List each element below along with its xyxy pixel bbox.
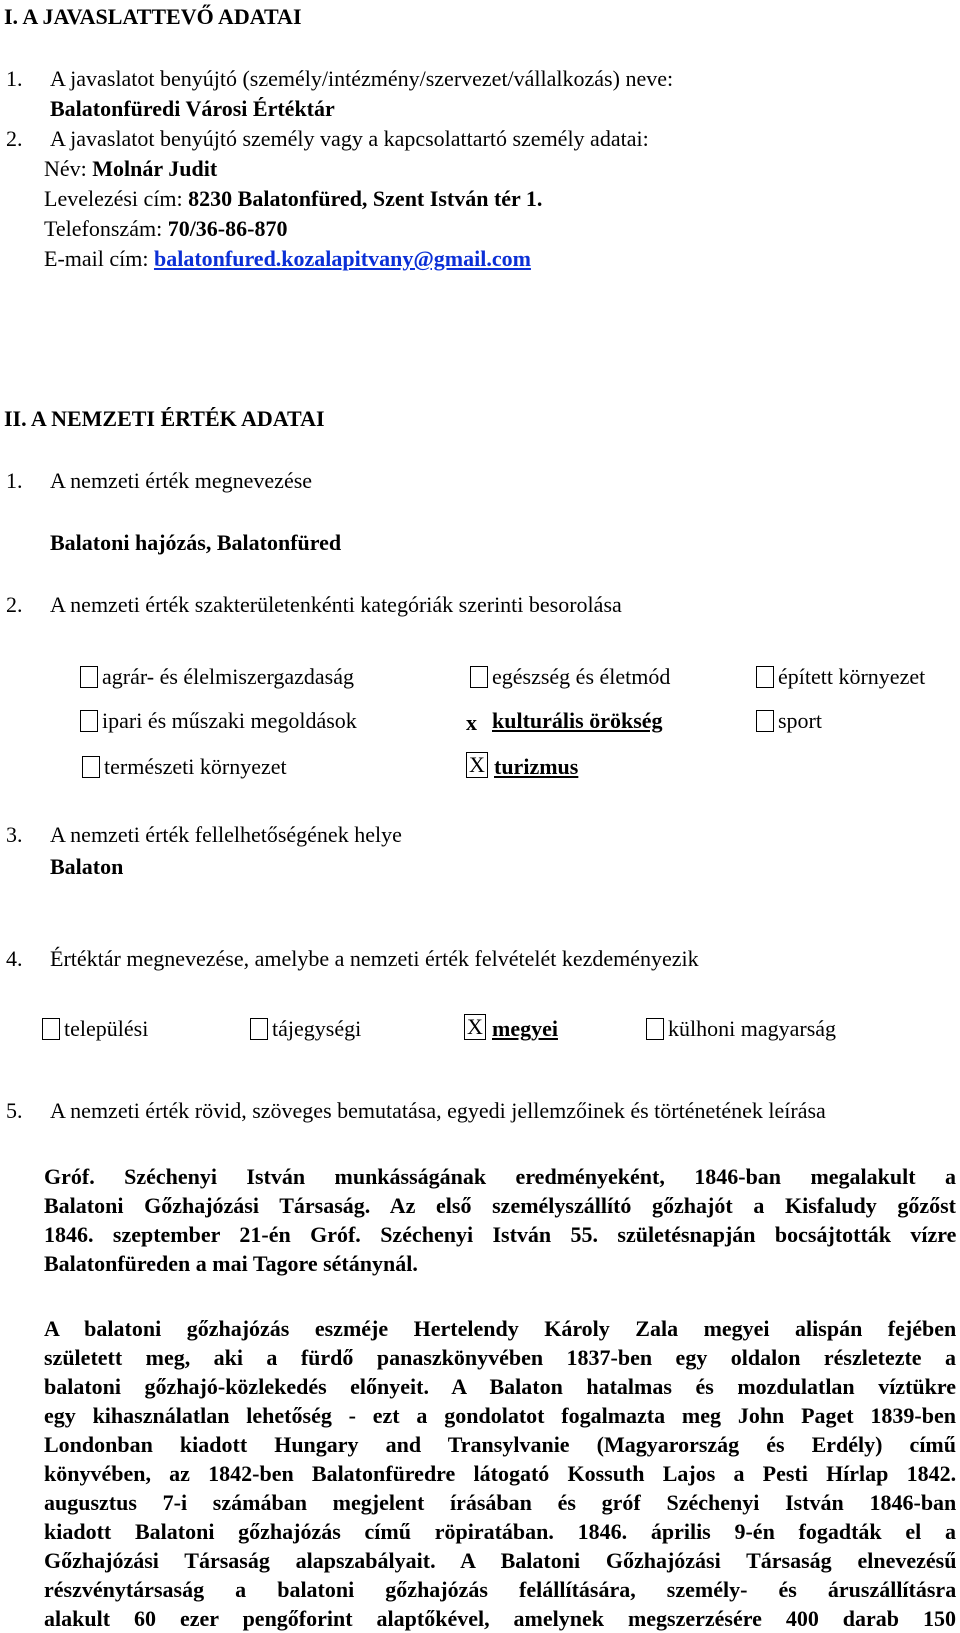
paragraph-2-line: könyvében, az 1842-ben Balatonfüredre látogató Kossuth Lajos a Pesti Hírlap 1842. bbox=[44, 1461, 956, 1486]
paragraph-1-line: Balatonfüreden a mai Tagore sétánynál. bbox=[44, 1251, 418, 1276]
paragraph-2-line: Gőzhajózási Társaság alapszabályait. A Balatoni Gőzhajózási Társaság elnevezésű bbox=[44, 1548, 956, 1573]
address-value: 8230 Balatonfüred, Szent István tér 1. bbox=[188, 186, 543, 211]
category-label-turizmus: turizmus bbox=[494, 754, 579, 779]
q3-answer: Balaton bbox=[50, 854, 124, 879]
paragraph-2-line: alakult 60 ezer pengőforint alaptőkével, amelynek megszerzésére 400 darab 150 bbox=[44, 1606, 956, 1631]
name-value: Molnár Judit bbox=[92, 156, 218, 181]
level-label-telepulesi: települési bbox=[64, 1016, 149, 1041]
category-label-sport: sport bbox=[778, 708, 822, 733]
paragraph-2-line: részvénytársaság a balatoni gőzhajózás felállítására, személy- és áruszállításra bbox=[44, 1577, 956, 1602]
q1-number: 1. bbox=[6, 468, 23, 493]
category-label-kulturalis: kulturális örökség bbox=[492, 708, 663, 733]
category-label-agrar: agrár- és élelmiszergazdaság bbox=[102, 664, 355, 689]
paragraph-2-line: balatoni gőzhajó-közlekedés előnyeit. A Balaton hatalmas és mozdulatlan víztükre bbox=[44, 1374, 956, 1399]
level-label-tajegysegi: tájegységi bbox=[272, 1016, 362, 1041]
checkbox-epitett[interactable] bbox=[756, 666, 774, 688]
q2-number: 2. bbox=[6, 592, 23, 617]
q3-number: 3. bbox=[6, 822, 23, 847]
q1-answer: Balatoni hajózás, Balatonfüred bbox=[50, 530, 342, 555]
paragraph-1-line: Gróf. Széchenyi István munkásságának eredményeként, 1846-ban megalakult a bbox=[44, 1164, 956, 1189]
paragraph-2-line: Londonban kiadott Hungary and Transylvanie (Magyarország és Erdély) című bbox=[44, 1432, 956, 1457]
item-1-question: A javaslatot benyújtó (személy/intézmény/szervezet/vállalkozás) neve: bbox=[50, 66, 674, 91]
description-paragraph-2 bbox=[44, 1314, 956, 1633]
email-link[interactable]: balatonfured.kozalapitvany@gmail.com bbox=[153, 246, 531, 271]
section-2-heading: II. A NEMZETI ÉRTÉK ADATAI bbox=[4, 406, 325, 431]
paragraph-2-line: egy kihasználatlan lehetőség - ezt a gondolatot fogalmazta meg John Paget 1839-ben bbox=[44, 1403, 956, 1428]
level-label-kulhoni: külhoni magyarság bbox=[668, 1016, 837, 1041]
level-label-megyei: megyei bbox=[492, 1016, 558, 1041]
q3-question: A nemzeti érték fellelhetőségének helye bbox=[50, 822, 402, 847]
item-1-answer: Balatonfüredi Városi Értéktár bbox=[50, 96, 335, 121]
category-label-termeszeti: természeti környezet bbox=[104, 754, 287, 779]
q5-question: A nemzeti érték rövid, szöveges bemutatása, egyedi jellemzőinek és történetének leírása bbox=[50, 1098, 826, 1123]
description-paragraph-1 bbox=[44, 1162, 956, 1278]
category-label-ipari: ipari és műszaki megoldások bbox=[102, 708, 357, 733]
checkbox-megyei[interactable]: X bbox=[464, 1014, 486, 1040]
paragraph-2-line: A balatoni gőzhajózás eszméje Hertelendy Károly Zala megyei alispán fejében bbox=[44, 1316, 956, 1341]
q1-question: A nemzeti érték megnevezése bbox=[50, 468, 313, 493]
paragraph-2-line: augusztus 7-i számában megjelent írásában és gróf Széchenyi István 1846-ban bbox=[44, 1490, 956, 1515]
checkbox-egeszseg[interactable] bbox=[470, 666, 488, 688]
contact-email bbox=[44, 248, 531, 270]
phone-label: Telefonszám: bbox=[44, 216, 168, 241]
contact-address bbox=[44, 188, 542, 210]
category-label-epitett: épített környezet bbox=[778, 664, 926, 689]
contact-phone bbox=[44, 218, 287, 240]
q4-question: Értéktár megnevezése, amelybe a nemzeti érték felvételét kezdeményezik bbox=[50, 946, 699, 971]
checkbox-kulhoni[interactable] bbox=[646, 1018, 664, 1040]
paragraph-1-line: 1846. szeptember 21-én Gróf. Széchenyi István 55. születésnapján bocsájtották vízre bbox=[44, 1222, 956, 1247]
name-label: Név: bbox=[44, 156, 93, 181]
contact-name bbox=[44, 158, 217, 180]
email-label: E-mail cím: bbox=[44, 246, 154, 271]
q5-number: 5. bbox=[6, 1098, 23, 1123]
q2-question: A nemzeti érték szakterületenkénti kategóriák szerinti besorolása bbox=[50, 592, 622, 617]
item-2-number: 2. bbox=[6, 126, 23, 151]
category-label-egeszseg: egészség és életmód bbox=[492, 664, 671, 689]
checkbox-termeszeti[interactable] bbox=[82, 756, 100, 778]
phone-value: 70/36-86-870 bbox=[167, 216, 288, 241]
address-label: Levelezési cím: bbox=[44, 186, 189, 211]
item-2-question: A javaslatot benyújtó személy vagy a kapcsolattartó személy adatai: bbox=[50, 126, 649, 151]
checkbox-tajegysegi[interactable] bbox=[250, 1018, 268, 1040]
checkmark-kulturalis[interactable]: x bbox=[466, 710, 477, 735]
paragraph-2-line: született meg, aki a fürdő panaszkönyvében 1837-ben egy oldalon részletezte a bbox=[44, 1345, 956, 1370]
paragraph-2-line: kiadott Balatoni gőzhajózás című röpiratában. 1846. április 9-én fogadták el a bbox=[44, 1519, 956, 1544]
section-1-heading: I. A JAVASLATTEVŐ ADATAI bbox=[4, 4, 302, 29]
item-1-number: 1. bbox=[6, 66, 23, 91]
checkbox-telepulesi[interactable] bbox=[42, 1018, 60, 1040]
checkbox-sport[interactable] bbox=[756, 710, 774, 732]
q4-number: 4. bbox=[6, 946, 23, 971]
checkbox-agrar[interactable] bbox=[80, 666, 98, 688]
checkbox-ipari[interactable] bbox=[80, 710, 98, 732]
paragraph-1-line: Balatoni Gőzhajózási Társaság. Az első személyszállító gőzhajót a Kisfaludy gőzőst bbox=[44, 1193, 956, 1218]
checkbox-turizmus[interactable]: X bbox=[466, 752, 488, 778]
